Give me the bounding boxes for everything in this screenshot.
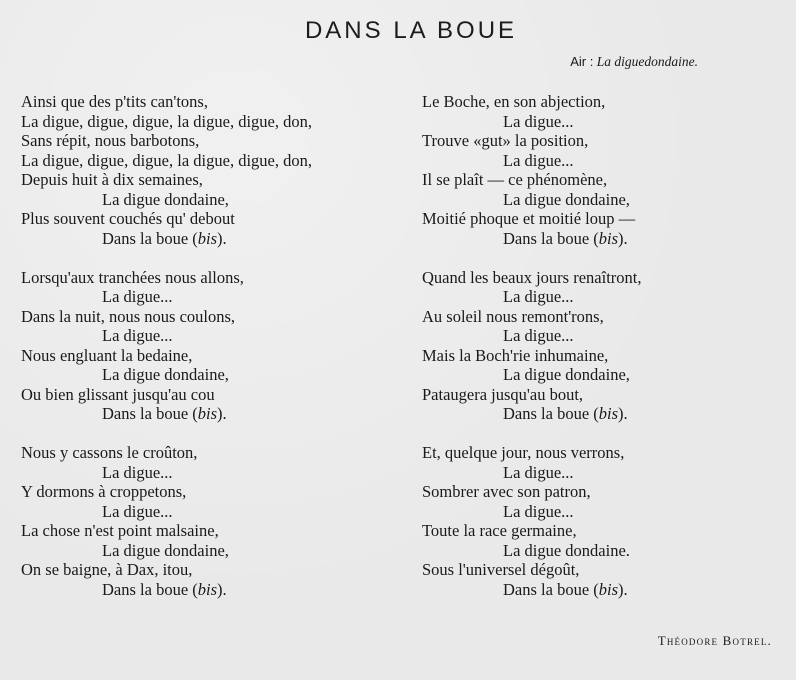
verse-line <box>21 131 416 151</box>
line-text: La digue... <box>503 150 574 170</box>
refrain-line <box>21 229 416 249</box>
line-text: Dans la boue ( <box>102 228 198 248</box>
bis-marker: bis <box>197 404 218 423</box>
refrain-line <box>422 112 782 132</box>
line-text: La digue... <box>102 287 173 306</box>
left-column <box>21 92 416 619</box>
verse-line <box>21 170 416 190</box>
line-text: Dans la boue ( <box>102 579 198 599</box>
verse-line <box>21 151 416 171</box>
line-text: Mais la Boch'rie inhumaine, <box>422 345 609 365</box>
refrain-line <box>21 365 416 385</box>
verse-line <box>21 112 416 132</box>
refrain-line <box>422 365 782 385</box>
refrain-line <box>21 502 416 522</box>
verse-line <box>422 560 782 580</box>
verse-line <box>422 443 782 463</box>
refrain-line <box>422 151 782 171</box>
line-text: Dans la boue ( <box>102 404 198 423</box>
refrain-line <box>422 229 782 249</box>
bis-marker: bis <box>197 579 218 599</box>
stanza <box>422 92 782 248</box>
verse-line <box>422 385 782 405</box>
refrain-line <box>21 404 416 424</box>
bis-marker: bis <box>598 579 619 599</box>
refrain-line <box>21 190 416 210</box>
line-text: On se baigne, à Dax, itou, <box>21 560 193 579</box>
line-text: Depuis huit à dix semaines, <box>21 170 203 189</box>
refrain-line <box>422 502 782 522</box>
line-text: Lorsqu'aux tranchées nous allons, <box>21 267 244 287</box>
line-text: Au soleil nous remont'rons, <box>422 306 604 326</box>
refrain-line <box>422 287 782 307</box>
line-text: La digue... <box>102 326 173 345</box>
refrain-line <box>422 463 782 483</box>
verse-line <box>21 307 416 327</box>
line-text: La chose n'est point malsaine, <box>21 521 219 540</box>
air-note <box>570 54 698 70</box>
verse-line <box>422 209 782 229</box>
line-text: Y dormons à croppetons, <box>21 482 187 501</box>
line-text: Nous engluant la bedaine, <box>21 345 193 365</box>
line-text: La digue dondaine, <box>102 540 229 560</box>
stanza <box>21 268 416 424</box>
refrain-line <box>21 580 416 600</box>
stanza <box>21 92 416 248</box>
line-text: Dans la nuit, nous nous coulons, <box>21 306 236 326</box>
refrain-line <box>422 404 782 424</box>
line-text: La digue... <box>503 111 574 131</box>
air-label: Air : <box>570 54 594 69</box>
line-text: Ainsi que des p'tits can'tons, <box>21 92 208 111</box>
line-text: La digue... <box>102 501 173 521</box>
refrain-line <box>422 190 782 210</box>
verse-line <box>422 170 782 190</box>
bis-marker: bis <box>598 228 619 248</box>
verse-line <box>21 521 416 541</box>
line-text: Moitié phoque et moitié loup — <box>422 209 636 228</box>
stanza <box>21 443 416 599</box>
line-text: Ou bien glissant jusqu'au cou <box>21 384 215 404</box>
line-text: La digue... <box>102 462 173 482</box>
refrain-line <box>21 463 416 483</box>
stanza <box>422 268 782 424</box>
line-text: Le Boche, en son abjection, <box>422 92 606 111</box>
verse-line <box>21 385 416 405</box>
verse-line <box>422 482 782 502</box>
line-text: Dans la boue ( <box>503 579 599 599</box>
line-text-end: ). <box>618 404 628 423</box>
line-text: Plus souvent couchés qu' debout <box>21 209 235 228</box>
line-text: Dans la boue ( <box>503 228 599 248</box>
line-text: La digue dondaine, <box>102 189 229 209</box>
line-text: Sous l'universel dégoût, <box>422 560 580 579</box>
line-text-end: ). <box>217 579 227 599</box>
line-text: La digue dondaine. <box>503 540 630 560</box>
verse-line <box>21 92 416 112</box>
verse-line <box>422 268 782 288</box>
refrain-line <box>21 326 416 346</box>
line-text-end: ). <box>217 228 227 248</box>
bis-marker: bis <box>197 228 218 248</box>
line-text: La digue... <box>503 326 574 345</box>
verse-line <box>21 560 416 580</box>
line-text: Sans répit, nous barbotons, <box>21 131 200 150</box>
verse-line <box>422 307 782 327</box>
refrain-line <box>21 287 416 307</box>
stanza <box>422 443 782 599</box>
line-text: Sombrer avec son patron, <box>422 482 591 501</box>
refrain-line <box>422 580 782 600</box>
song-title: DANS LA BOUE <box>304 17 518 44</box>
refrain-line <box>422 541 782 561</box>
line-text: La digue... <box>503 501 574 521</box>
right-column <box>422 92 782 619</box>
verse-line <box>21 268 416 288</box>
verse-line <box>422 346 782 366</box>
verse-line <box>422 521 782 541</box>
bis-marker: bis <box>598 404 619 423</box>
line-text: Quand les beaux jours renaîtront, <box>422 267 642 287</box>
line-text: La digue dondaine, <box>102 365 229 384</box>
line-text: Et, quelque jour, nous verrons, <box>422 443 625 462</box>
line-text: Pataugera jusqu'au bout, <box>422 384 584 404</box>
line-text: La digue, digue, digue, la digue, digue, don, <box>21 150 312 170</box>
line-text: Il se plaît — ce phénomène, <box>422 170 608 189</box>
author-signature: Théodore Botrel. <box>657 633 772 648</box>
air-tune: La diguedondaine. <box>596 54 698 69</box>
line-text: La digue dondaine, <box>503 189 630 209</box>
line-text: Toute la race germaine, <box>422 521 577 540</box>
line-text: Dans la boue ( <box>503 404 599 423</box>
line-text: La digue... <box>503 462 574 482</box>
verse-line <box>21 346 416 366</box>
line-text: La digue dondaine, <box>503 365 630 384</box>
line-text-end: ). <box>217 404 227 423</box>
line-text: Nous y cassons le croûton, <box>21 443 198 462</box>
verse-line <box>422 131 782 151</box>
line-text: La digue, digue, digue, la digue, digue, don, <box>21 111 312 131</box>
line-text: Trouve «gut» la position, <box>422 131 589 150</box>
line-text: La digue... <box>503 287 574 306</box>
verse-line <box>21 482 416 502</box>
refrain-line <box>21 541 416 561</box>
line-text-end: ). <box>618 228 628 248</box>
verse-line <box>21 209 416 229</box>
verse-line <box>21 443 416 463</box>
line-text-end: ). <box>618 579 628 599</box>
verse-line <box>422 92 782 112</box>
refrain-line <box>422 326 782 346</box>
